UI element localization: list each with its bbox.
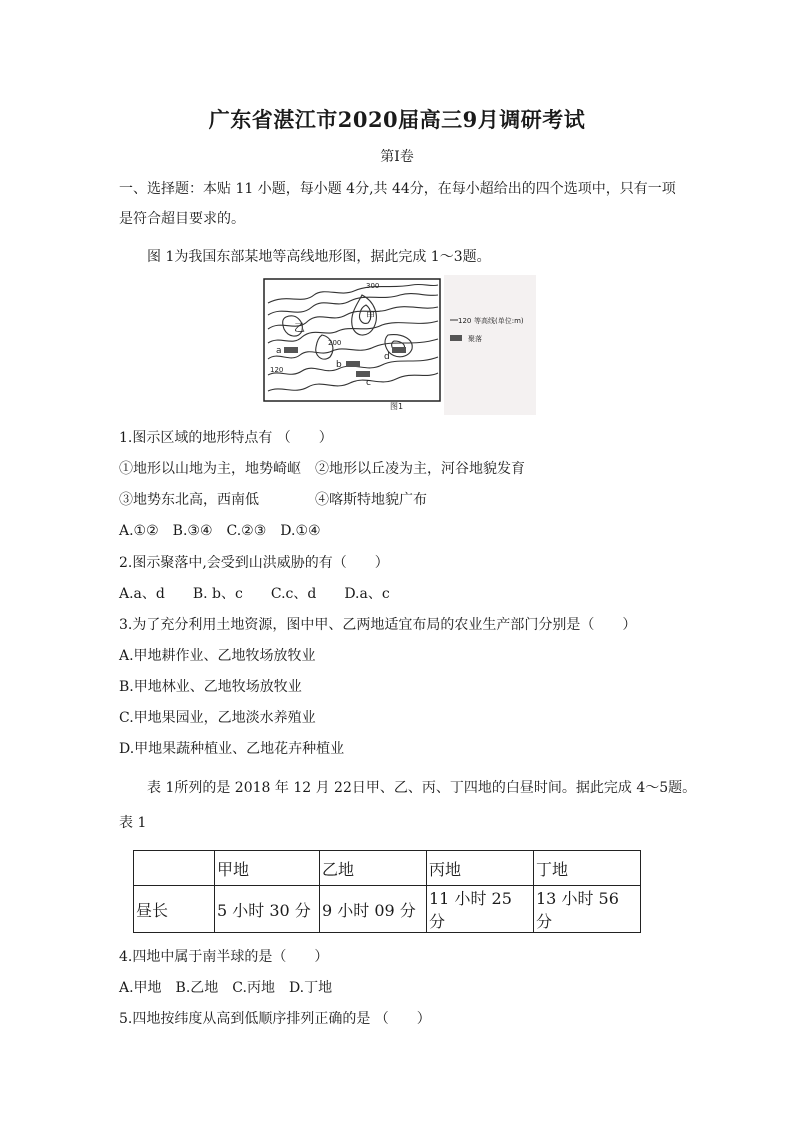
- q2-stem: 2.图示聚落中,会受到山洪威胁的有（ ）: [119, 555, 389, 571]
- q1-options-1-2: ①地形以山地为主，地势崎岖 ②地形以丘凌为主，河谷地貌发育: [119, 461, 525, 477]
- map-frame: [264, 279, 440, 401]
- q1-options-3-4: ③地势东北高，西南低 ④喀斯特地貌广布: [119, 492, 427, 508]
- q1-stem: 1.图示区域的地形特点有 （ ）: [119, 430, 333, 446]
- q4-choices: A.甲地 B.乙地 C.丙地 D.丁地: [119, 980, 333, 996]
- label-a: a: [276, 346, 282, 356]
- q4-stem: 4.四地中属于南半球的是（ ）: [119, 949, 329, 965]
- section-label: 第Ⅰ卷: [380, 149, 414, 165]
- label-b: b: [336, 360, 342, 370]
- q1-choices: A.①② B.③④ C.②③ D.①④: [119, 523, 321, 539]
- table-row-label: 昼长: [134, 886, 215, 933]
- table-row: [134, 886, 641, 933]
- legend-settlement-label: 聚落: [468, 335, 482, 343]
- figure-legend: [444, 275, 536, 415]
- table-cell: 11 小时 25 分: [427, 886, 534, 933]
- table-header-cell: 丁地: [534, 851, 641, 886]
- table-header-cell: [134, 851, 215, 886]
- q5-stem: 5.四地按纬度从高到低顺序排列正确的是 （ ）: [119, 1011, 431, 1027]
- label-yi: 乙: [294, 321, 305, 334]
- contour-label-120: 120: [270, 366, 284, 374]
- table-header-cell: 乙地: [320, 851, 427, 886]
- instructions-line-2: 是符合超目要求的。: [119, 211, 245, 227]
- q3-option-d: D.甲地果蔬种植业、乙地花卉种植业: [119, 741, 345, 757]
- table-cell: 13 小时 56 分: [534, 886, 641, 933]
- label-jia: 甲: [366, 312, 376, 322]
- instructions-line-1: 一、选择题：本贴 11 小题，每小题 4分,共 44分，在每小超给出的四个选项中，只有一项: [119, 181, 676, 197]
- settlement-b: [346, 361, 360, 367]
- q3-option-a: A.甲地耕作业、乙地牧场放牧业: [119, 648, 316, 664]
- figure-intro: 图 1为我国东部某地等高线地形图，据此完成 1〜3题。: [147, 249, 491, 265]
- contour-label-200: 200: [328, 339, 342, 347]
- legend-settlement-swatch: [450, 335, 462, 341]
- table-label: 表 1: [119, 815, 147, 831]
- table-header-cell: 丙地: [427, 851, 534, 886]
- table-cell: 5 小时 30 分: [215, 886, 320, 933]
- table-cell: 9 小时 09 分: [320, 886, 427, 933]
- figure-caption: 图1: [390, 402, 404, 411]
- settlement-a: [284, 347, 298, 353]
- daylength-table: [133, 850, 641, 933]
- label-d: d: [384, 352, 390, 362]
- label-c: c: [366, 378, 371, 388]
- q3-option-b: B.甲地林业、乙地牧场放牧业: [119, 679, 302, 695]
- q3-stem: 3.为了充分利用土地资源，图中甲、乙两地适宜布局的农业生产部门分别是（ ）: [119, 617, 637, 633]
- table-header-row: [134, 851, 641, 886]
- page-title: 广东省湛江市2020届高三9月调研考试: [208, 107, 586, 132]
- q2-choices: A.a、d B. b、c C.c、d D.a、c: [119, 586, 390, 602]
- settlement-c: [356, 371, 370, 377]
- legend-contour-value: 120: [458, 317, 472, 325]
- legend-contour-label: 等高线(单位:m): [474, 317, 524, 325]
- table-header-cell: 甲地: [215, 851, 320, 886]
- settlement-d: [392, 347, 406, 353]
- q3-option-c: C.甲地果园业，乙地淡水养殖业: [119, 710, 316, 726]
- table-intro: 表 1所列的是 2018 年 12 月 22日甲、乙、丙、丁四地的白昼时间。据此完成 4〜5题。: [147, 780, 697, 796]
- contour-label-300: 300: [366, 282, 380, 290]
